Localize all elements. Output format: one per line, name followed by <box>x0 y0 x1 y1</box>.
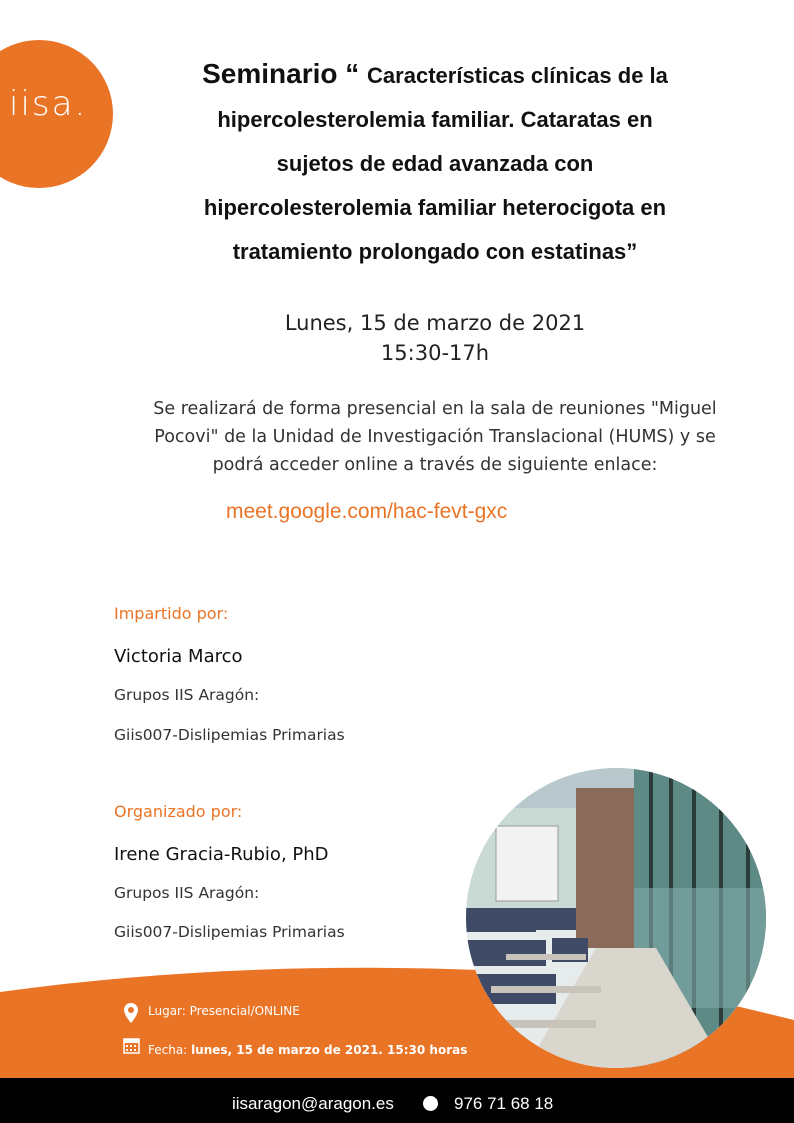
seminar-title <box>150 52 720 274</box>
title-line-4: hipercolesterolemia familiar heterocigota en <box>203 195 667 220</box>
title-quote: “ <box>337 58 368 89</box>
title-text-1: Características clínicas de la <box>367 63 668 88</box>
contact-phone: 976 71 68 18 <box>454 1094 554 1113</box>
logo-text: iisa. <box>9 84 88 124</box>
title-prefix: Seminario <box>202 58 338 89</box>
title-line-2: hipercolesterolemia familiar. Cataratas en <box>217 107 653 132</box>
description-line-2: Pocovi" de la Unidad de Investigación Translacional (HUMS) y se <box>154 427 716 447</box>
bullet-dot-icon <box>423 1096 438 1111</box>
contact-email[interactable]: iisaragon@aragon.es <box>232 1094 394 1113</box>
organizer-group: Giis007-Dislipemias Primarias <box>114 923 345 941</box>
speaker-name: Victoria Marco <box>114 646 243 667</box>
event-time: 15:30-17h <box>380 341 490 365</box>
classroom-photo <box>466 768 766 1068</box>
organizer-group-label: Grupos IIS Aragón: <box>114 884 260 902</box>
event-description <box>100 395 770 479</box>
event-date: Lunes, 15 de marzo de 2021 <box>284 311 586 335</box>
description-line-3: podrá acceder online a través de siguiente enlace: <box>212 455 658 475</box>
location-pin-icon <box>123 1003 139 1023</box>
contact-footer <box>0 1078 794 1123</box>
organizer-name: Irene Gracia-Rubio, PhD <box>114 844 329 865</box>
calendar-icon <box>123 1037 140 1054</box>
meet-link[interactable]: meet.google.com/hac-fevt-gxc <box>226 500 508 523</box>
title-line-5: tratamiento prolongado con estatinas” <box>232 239 638 264</box>
event-datetime <box>200 308 670 368</box>
date-value: lunes, 15 de marzo de 2021. 15:30 horas <box>191 1043 468 1057</box>
speaker-group-label: Grupos IIS Aragón: <box>114 686 260 704</box>
title-line-3: sujetos de edad avanzada con <box>276 151 594 176</box>
speaker-label: Impartido por: <box>114 604 229 623</box>
place-text: Lugar: Presencial/ONLINE <box>148 1004 300 1018</box>
date-text <box>148 1043 467 1057</box>
description-line-1: Se realizará de forma presencial en la sala de reuniones "Miguel <box>153 399 717 419</box>
iisa-logo <box>0 40 113 188</box>
title-line-1 <box>150 52 720 98</box>
speaker-group: Giis007-Dislipemias Primarias <box>114 726 345 744</box>
organizer-label: Organizado por: <box>114 802 243 821</box>
date-label: Fecha: <box>148 1043 188 1057</box>
